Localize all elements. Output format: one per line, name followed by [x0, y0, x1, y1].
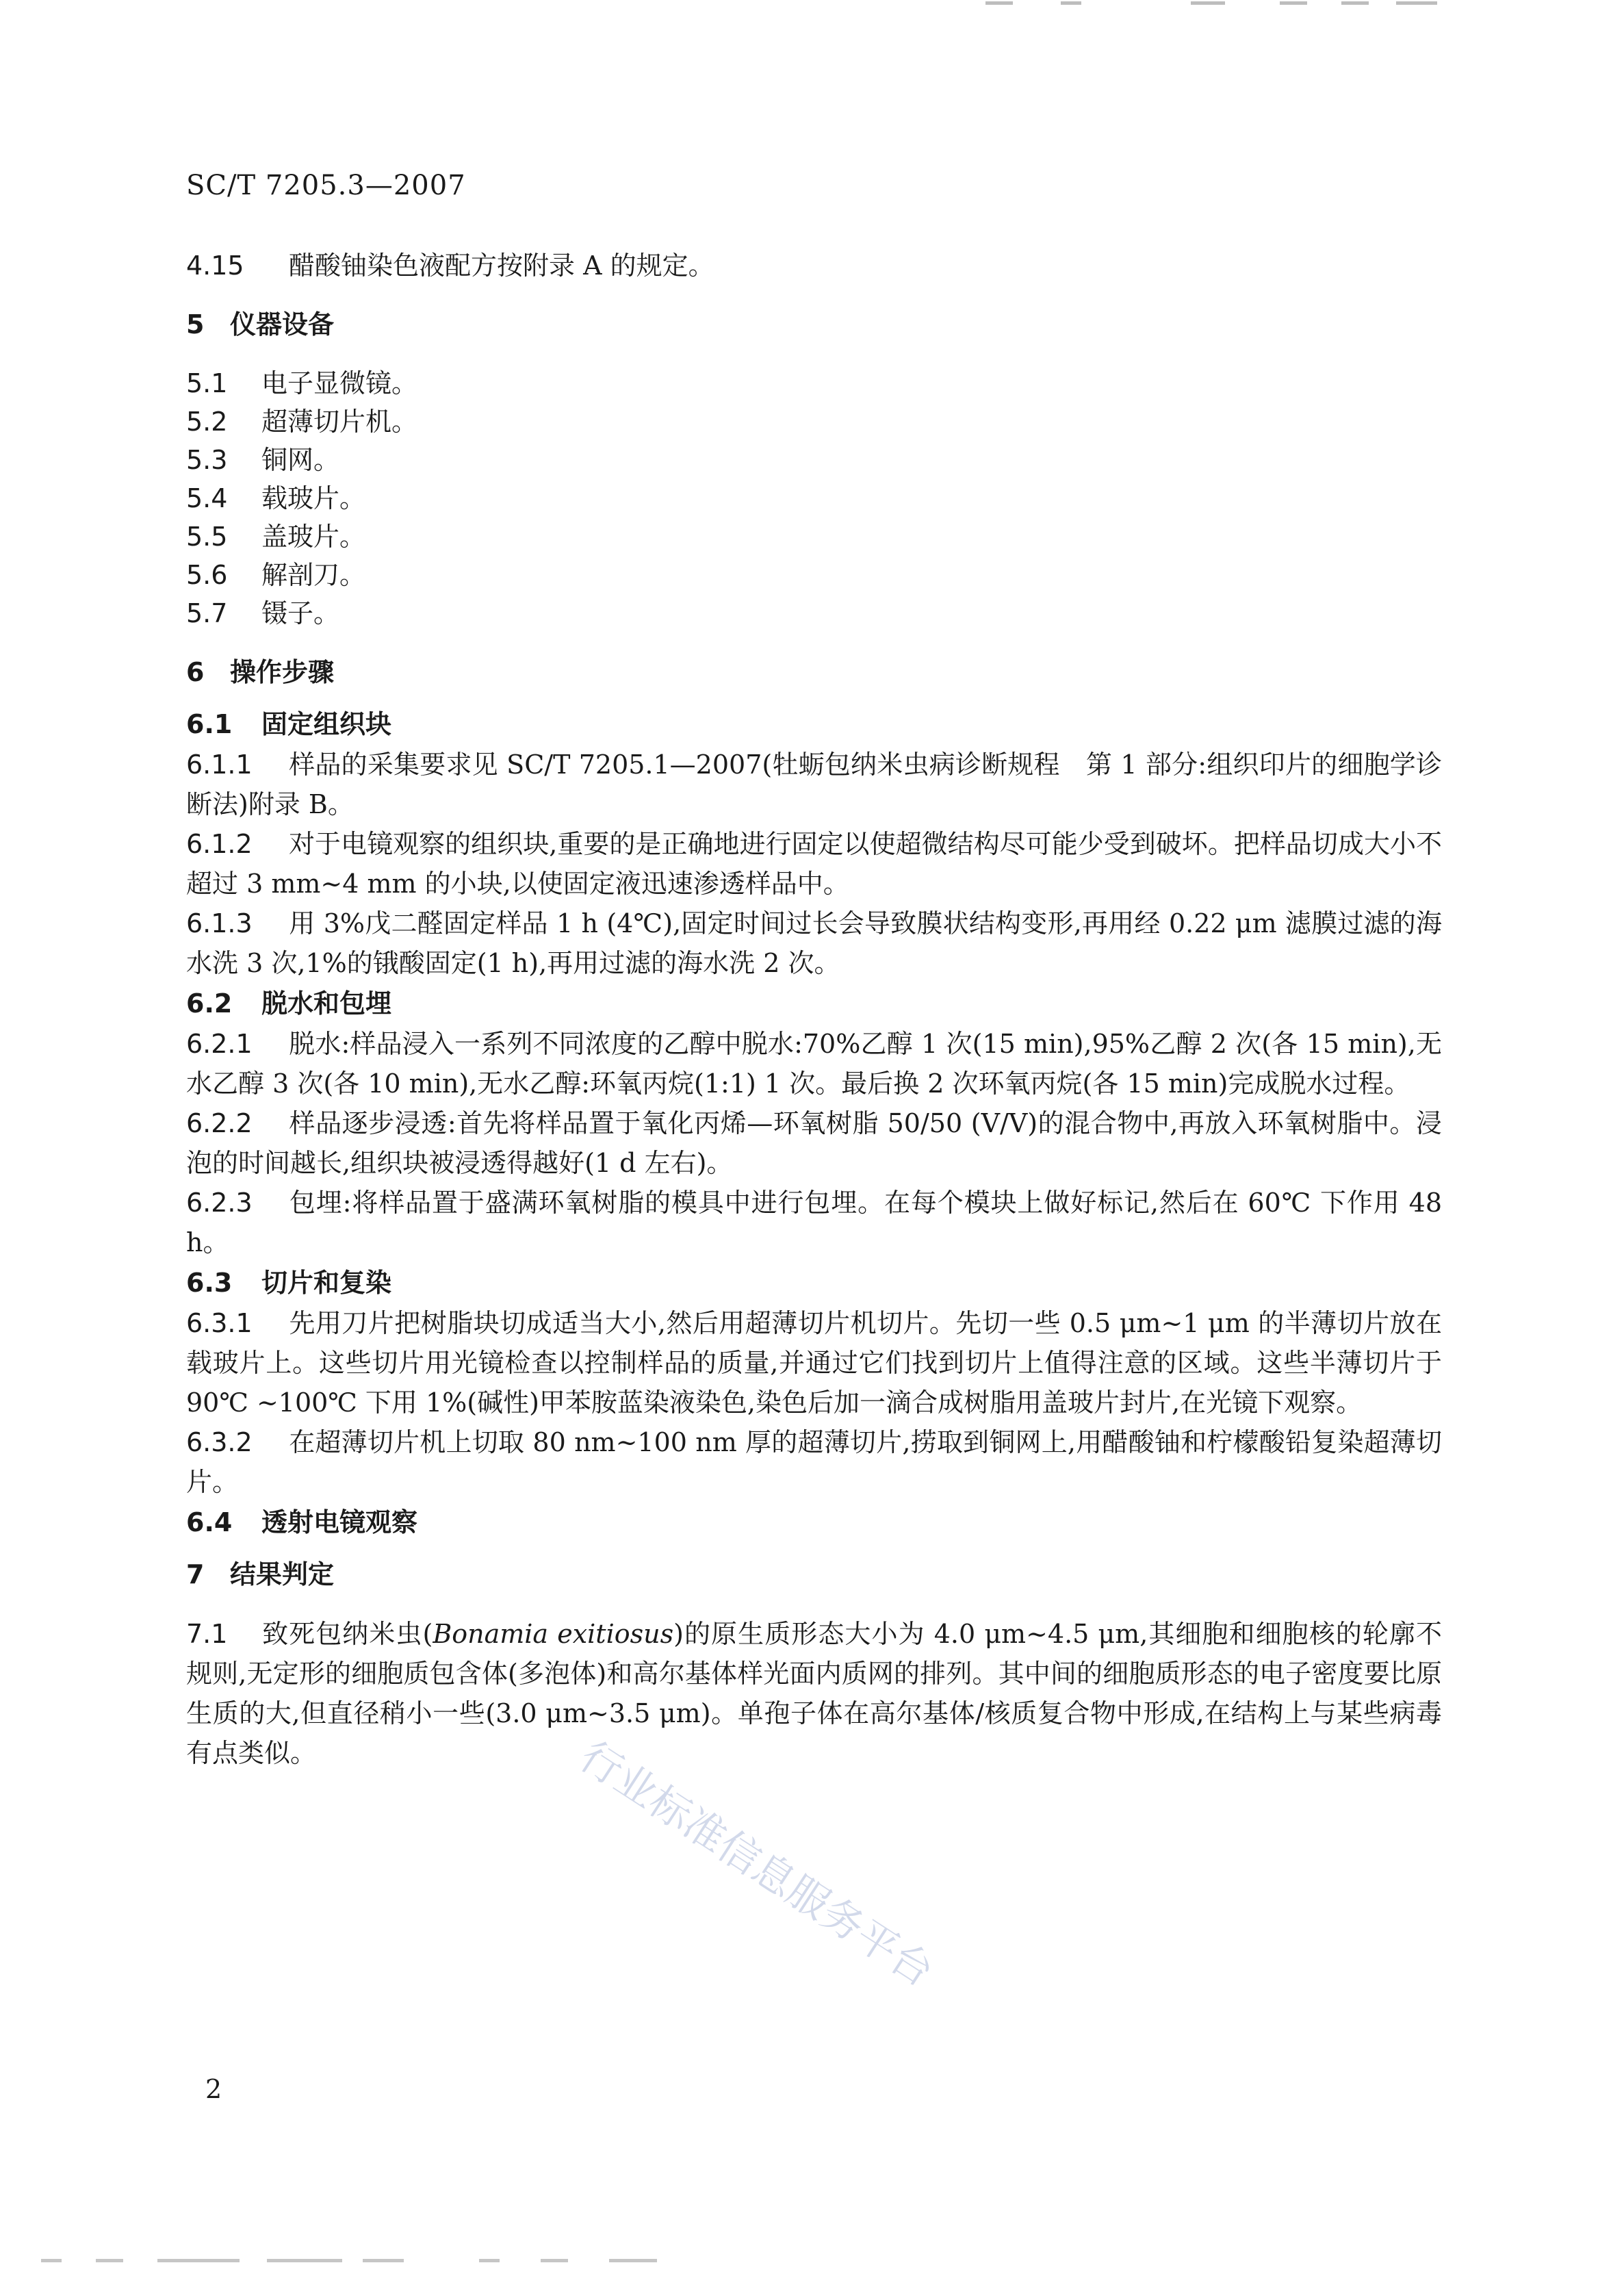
list-item: 5.7 镊子。 [186, 598, 340, 628]
section-6-3-heading: 6.3 切片和复染 [186, 1268, 392, 1298]
list-item: 5.4 载玻片。 [186, 483, 366, 513]
clause-6-1-2: 6.1.2 对于电镜观察的组织块,重要的是正确地进行固定以使超微结构尽可能少受到破坏。把样品切成大小不超过 3 mm~4 mm 的小块,以使固定液迅速渗透样品中。 [186, 829, 1442, 899]
clause-6-2-2: 6.2.2 样品逐步浸透:首先将样品置于氧化丙烯—环氧树脂 50/50 (V/V)的混合物中,再放入环氧树脂中。浸泡的时间越长,组织块被浸透得越好(1 d 左右)。 [186, 1108, 1442, 1178]
list-item: 5.1 电子显微镜。 [186, 368, 418, 398]
list-item: 5.5 盖玻片。 [186, 522, 366, 552]
top-scan-marks [958, 0, 1506, 14]
section-6-1-heading: 6.1 固定组织块 [186, 709, 392, 739]
clause-4-15: 4.15 醋酸铀染色液配方按附录 A 的规定。 [186, 251, 714, 281]
clause-6-3-1: 6.3.1 先用刀片把树脂块切成适当大小,然后用超薄切片机切片。先切一些 0.5 μm~1 μm 的半薄切片放在载玻片上。这些切片用光镜检查以控制样品的质量,并通过它们找到切片上值得注意的区域。这些半薄切片于 90℃ ~100℃ 下用 1%(碱性)甲苯胺蓝染液染色,染色后加一滴合成树脂用盖玻片封片,在光镜下观察。 [186, 1308, 1442, 1418]
equipment-list [186, 364, 1442, 632]
list-item: 5.6 解剖刀。 [186, 560, 366, 590]
clause-6-2-3: 6.2.3 包埋:将样品置于盛满环氧树脂的模具中进行包埋。在每个模块上做好标记,然后在 60℃ 下作用 48 h。 [186, 1188, 1442, 1257]
section-6-4-heading: 6.4 透射电镜观察 [186, 1507, 418, 1537]
list-item: 5.3 铜网。 [186, 445, 340, 475]
section-6-2-heading: 6.2 脱水和包埋 [186, 988, 392, 1019]
clause-6-1-1: 6.1.1 样品的采集要求见 SC/T 7205.1—2007(牡蛎包纳米虫病诊断规程 第 1 部分:组织印片的细胞学诊断法)附录 B。 [186, 750, 1442, 819]
bottom-scan-marks [41, 2259, 794, 2267]
watermark-text: 行业标准信息服务平台 [571, 1732, 942, 1997]
section-6-heading: 6 操作步骤 [186, 657, 335, 687]
species-name: Bonamia exitiosus [433, 1619, 674, 1649]
clause-7-1: 7.1 致死包纳米虫(Bonamia exitiosus)的原生质形态大小为 4.0 μm~4.5 μm,其细胞和细胞核的轮廓不规则,无定形的细胞质包含体(多泡体)和高尔基体样光面内质网的排列。其中间的细胞质形态的电子密度要比原生质的大,但直径稍小一些(3.0 μm~3.5 μm)。单孢子体在高尔基体/核质复合物中形成,在结构上与某些病毒有点类似。 [186, 1619, 1443, 1768]
section-7-heading: 7 结果判定 [186, 1559, 335, 1589]
document-body [186, 246, 1442, 1773]
clause-6-3-2: 6.3.2 在超薄切片机上切取 80 nm~100 nm 厚的超薄切片,捞取到铜网上,用醋酸铀和柠檬酸铅复染超薄切片。 [186, 1427, 1442, 1497]
clause-6-1-3: 6.1.3 用 3%戊二醛固定样品 1 h (4℃),固定时间过长会导致膜状结构变形,再用经 0.22 μm 滤膜过滤的海水洗 3 次,1%的锇酸固定(1 h),再用过滤的海水洗 2 次。 [186, 908, 1442, 978]
standard-code-header: SC/T 7205.3—2007 [186, 170, 466, 201]
clause-6-2-1: 6.2.1 脱水:样品浸入一系列不同浓度的乙醇中脱水:70%乙醇 1 次(15 min),95%乙醇 2 次(各 15 min),无水乙醇 3 次(各 10 min),无水乙醇:环氧丙烷(1:1) 1 次。最后换 2 次环氧丙烷(各 15 min)完成脱水过程。 [186, 1029, 1442, 1099]
section-5-heading: 5 仪器设备 [186, 309, 335, 340]
page-number: 2 [205, 2074, 222, 2104]
list-item: 5.2 超薄切片机。 [186, 407, 418, 437]
